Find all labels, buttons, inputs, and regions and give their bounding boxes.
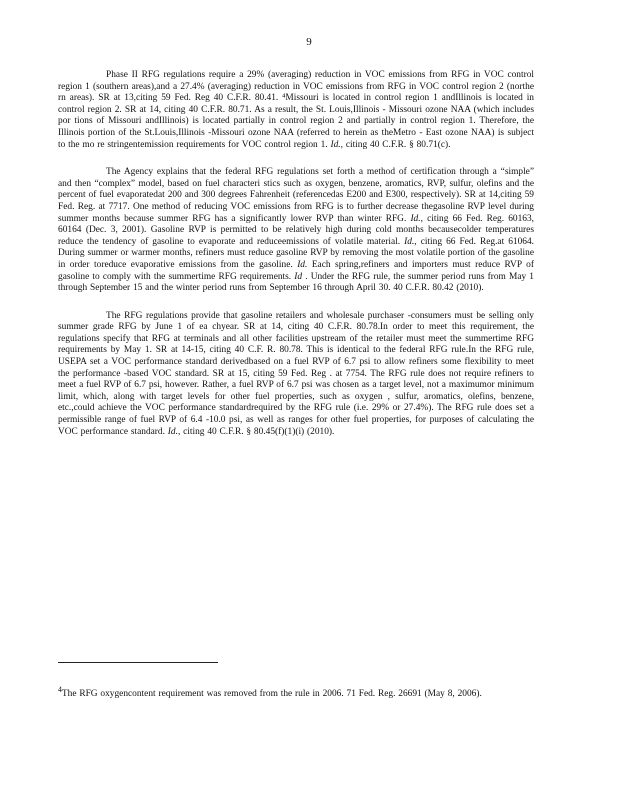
body-text (58, 70, 534, 454)
citation-id: Id. (330, 139, 341, 150)
paragraph-text: The RFG regulations provide that gasoline retailers and wholesale purchaser -consumers must be selling only summer grade RFG by June 1 of ea chyear. SR at 14, citing 40 C.F.R. 80.78.In order to meet this requirement, the regulations specify that RFG at terminals and all other facilities upstream of the retailer must meet the summertime RFG requirements by May 1. SR at 14-15, citing 40 C.F. R. 80.78. This is identical to the federal RFG rule.In the RFG rule, USEPA set a VOC performance standard derivedbased on a fuel RVP of 6.7 psi to allow refiners some flexibility to meet the performance -based VOC standard. SR at 15, citing 59 Fed. Reg . at 7754. The RFG rule does not require refiners to meet a fuel RVP of 6.7 psi, however. Rather, a fuel RVP of 6.7 psi was chosen as a target level, not a maximumor minimum limit, which, along with target levels for other fuel properties, such as oxygen , sulfur, aromatics, olefins, benzene, etc.,could achieve the VOC performance standardrequired by the RFG rule (i.e. 29% or 27.4%). The RFG rule does set a permissible range of fuel RVP of 6.4 -10.0 psi, as well as ranges for other fuel properties, for purposes of calculating the VOC performance standard. (58, 310, 534, 437)
citation-id: Id. (404, 236, 415, 247)
paragraph-text: , citing 66 Fed. Reg.at 61064. During summer or warmer months, refiners must reduce gasoline RVP by removing the most volatile portion of the gasoline in order toreduce evaporative emissions from the gasoline. (58, 236, 535, 270)
paragraph-text: Each spring,refiners and importers must reduce RVP of gasoline to comply with the summertime RFG requirements. (58, 259, 534, 282)
paragraph-rfg-regions (58, 70, 534, 151)
citation-id: Id. (167, 426, 178, 437)
paragraph-text: , citing 40 C.F.R. § 80.71(c). (340, 139, 451, 150)
citation-id: Id. (410, 213, 421, 224)
paragraph-text: The Agency explains that the federal RFG regulations set forth a method of certification through a “simple” and then “complex” model, based on fuel characteri stics such as oxygen, benzene, aromatics, RVP, sulfur, olefins and the percent of fuel evaporatedat 200 and 300 degrees Fahrenheit (referencedas E200 and E300, respectively). SR at 14,citing 59 Fed. Reg. at 7717. One method of reducing VOC emissions from RFG is to further decrease thegasoline RVP level during summer months because summer RFG has a significantly lower RVP than winter RFG. (58, 167, 534, 224)
paragraph-certification-model (58, 167, 534, 295)
paragraph-text: Phase II RFG regulations require a 29% (averaging) reduction in VOC emissions from RFG in VOC control region 1 (southern areas),and a 27.4% (averaging) reduction in VOC emissions from RFG in VOC control region 2 (northe rn areas). SR at 13,citing 59 Fed. Reg 40 C.F.R. 80.41. ⁴Missouri is located in control region 1 andIllinois is located in control region 2. SR at 14, citing 40 C.F.R. 80.71. As a result, the St. Louis,Illinois - Missouri ozone NAA (which includes por tions of Missouri andIllinois) is located partially in control region 2 and partially in control region 1. Therefore, the Illinois portion of the St.Louis,Illinois -Missouri ozone NAA (referred to herein as theMetro - East ozone NAA) is subject to the mo re stringentemission requirements for VOC control region 1. (58, 70, 534, 150)
paragraph-text: , citing 66 Fed. Reg. 60163, 60164 (Dec. 3, 2001). Gasoline RVP is permitted to be relatively high during cold months becausecolder temperatures reduce the tendency of gasoline to evaporate and reduceemissions of volatile material. (58, 213, 534, 247)
footnote-divider (58, 662, 218, 663)
paragraph-text: . Under the RFG rule, the summer period runs from May 1 through September 15 and the winter period runs from September 16 through April 30. 40 C.F.R. 80.42 (2010). (58, 271, 534, 294)
page-number: 9 (306, 36, 312, 48)
paragraph-summer-grade (58, 311, 534, 439)
citation-id: Id (294, 271, 303, 282)
footnote-marker: 4 (58, 685, 62, 694)
footnote-text: The RFG oxygencontent requirement was removed from the rule in 2006. 71 Fed. Reg. 26691 (May 8, 2006). (61, 689, 482, 700)
citation-id: Id. (297, 259, 308, 270)
paragraph-text: , citing 40 C.F.R. § 80.45(f)(1)(i) (2010). (177, 426, 335, 437)
footnote (58, 684, 534, 701)
